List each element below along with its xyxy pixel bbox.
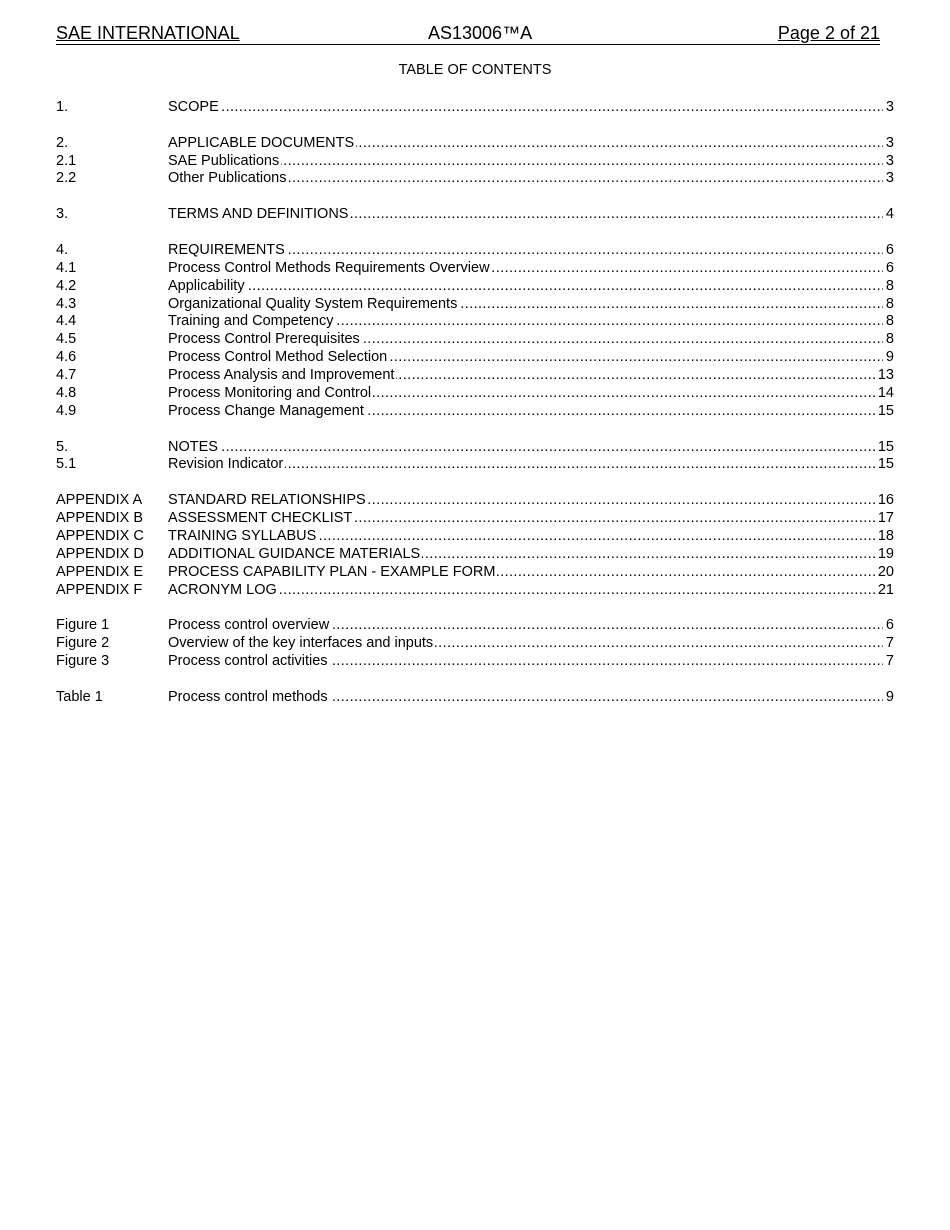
toc-entry-number: APPENDIX D [56, 545, 144, 562]
toc-entry-leader [168, 439, 894, 457]
table-of-contents [56, 99, 894, 724]
toc-entry-number: 4.4 [56, 313, 77, 330]
toc-entry-title[interactable]: Process Control Method Selection [168, 349, 388, 366]
toc-entry-page: 16 [875, 492, 894, 510]
toc-entry-number: APPENDIX F [56, 581, 143, 598]
toc-entry-leader [168, 367, 894, 385]
toc-entry[interactable] [56, 653, 894, 671]
toc-entry[interactable] [56, 617, 894, 635]
toc-entry-number: APPENDIX E [56, 563, 144, 580]
toc-entry-title[interactable]: APPLICABLE DOCUMENTS [168, 134, 355, 151]
toc-entry-leader [168, 206, 894, 224]
toc-entry-title[interactable]: Other Publications [168, 170, 287, 187]
toc-entry-title[interactable]: Process Analysis and Improvement [168, 367, 395, 384]
toc-entry[interactable] [56, 439, 894, 457]
toc-entry-page: 20 [875, 564, 894, 582]
toc-entry-title[interactable]: REQUIREMENTS [168, 241, 285, 258]
toc-group [56, 617, 894, 671]
toc-entry-title[interactable]: Applicability [168, 277, 245, 294]
toc-entry-title[interactable]: Process control methods [168, 688, 328, 705]
toc-entry-number: 4.8 [56, 384, 77, 401]
toc-entry-title[interactable]: Process Monitoring and Control [168, 384, 372, 401]
toc-entry-title[interactable]: Training and Competency [168, 313, 334, 330]
toc-entry-number: APPENDIX B [56, 510, 144, 527]
toc-entry[interactable] [56, 278, 894, 296]
toc-entry[interactable] [56, 367, 894, 385]
toc-entry-leader [168, 635, 894, 653]
toc-entry-number: 4.5 [56, 331, 77, 348]
toc-entry-page: 3 [883, 135, 894, 153]
org-name: SAE INTERNATIONAL [56, 23, 240, 43]
toc-entry-title[interactable]: TRAINING SYLLABUS [168, 527, 317, 544]
toc-entry-number: Figure 2 [56, 635, 110, 652]
toc-entry-number: 4.2 [56, 277, 77, 294]
toc-group [56, 206, 894, 224]
toc-entry[interactable] [56, 135, 894, 153]
toc-entry-leader [168, 278, 894, 296]
toc-entry-leader [168, 653, 894, 671]
toc-entry[interactable] [56, 403, 894, 421]
toc-entry-leader [168, 689, 894, 707]
toc-entry-leader [168, 260, 894, 278]
page-indicator: Page 2 of 21 [777, 23, 880, 43]
toc-entry-page: 4 [883, 206, 894, 224]
toc-entry-leader [168, 564, 894, 582]
toc-entry-title[interactable]: SCOPE [168, 99, 219, 115]
toc-entry-leader [168, 510, 894, 528]
toc-entry-page: 15 [875, 456, 894, 474]
toc-entry[interactable] [56, 635, 894, 653]
toc-heading: TABLE OF CONTENTS [398, 62, 552, 78]
toc-entry-number: 2. [56, 134, 69, 151]
toc-entry-number: APPENDIX A [56, 492, 143, 509]
toc-entry-number: 4.6 [56, 349, 77, 366]
toc-entry-page: 8 [883, 331, 894, 349]
toc-entry-leader [168, 242, 894, 260]
toc-entry-page: 3 [883, 99, 894, 117]
toc-entry-page: 6 [883, 617, 894, 635]
toc-entry-page: 21 [875, 582, 894, 600]
toc-entry-leader [168, 313, 894, 331]
toc-entry[interactable] [56, 153, 894, 171]
toc-entry-page: 7 [883, 635, 894, 653]
toc-entry-leader [168, 492, 894, 510]
toc-entry[interactable] [56, 206, 894, 224]
toc-entry-title[interactable]: STANDARD RELATIONSHIPS [168, 492, 366, 509]
toc-entry-title[interactable]: ASSESSMENT CHECKLIST [168, 510, 353, 527]
toc-entry[interactable] [56, 582, 894, 600]
toc-entry[interactable] [56, 331, 894, 349]
toc-entry-number: Table 1 [56, 688, 103, 705]
toc-entry-page: 8 [883, 296, 894, 314]
toc-entry-title[interactable]: Overview of the key interfaces and inputs [168, 635, 434, 652]
toc-entry-number: 3. [56, 206, 69, 223]
toc-entry[interactable] [56, 313, 894, 331]
toc-entry-leader [168, 528, 894, 546]
toc-entry-number: 4. [56, 241, 69, 258]
toc-entry-title[interactable]: ACRONYM LOG [168, 581, 277, 598]
toc-entry-page: 15 [875, 439, 894, 457]
toc-entry[interactable] [56, 528, 894, 546]
toc-entry-title[interactable]: Process Change Management [168, 402, 364, 419]
toc-entry-number: 5.1 [56, 456, 77, 473]
toc-entry-page: 6 [883, 260, 894, 278]
toc-group [56, 689, 894, 707]
toc-entry-leader [168, 153, 894, 171]
toc-entry-number: 4.1 [56, 259, 77, 276]
toc-entry-number: 5. [56, 438, 69, 455]
toc-entry-number: 4.3 [56, 295, 77, 312]
toc-entry-number: Figure 1 [56, 617, 110, 634]
toc-entry[interactable] [56, 170, 894, 188]
toc-entry-number: 1. [56, 99, 69, 115]
toc-entry-title[interactable]: Process Control Methods Requirements Overview [168, 259, 490, 276]
toc-entry-number: 2.2 [56, 170, 77, 187]
toc-entry[interactable] [56, 242, 894, 260]
toc-entry-page: 18 [875, 528, 894, 546]
toc-entry[interactable] [56, 546, 894, 564]
toc-entry-number: 4.7 [56, 367, 77, 384]
toc-entry[interactable] [56, 492, 894, 510]
toc-entry-number: APPENDIX C [56, 527, 144, 544]
toc-entry[interactable] [56, 385, 894, 403]
toc-entry-number: 4.9 [56, 402, 77, 419]
toc-entry[interactable] [56, 564, 894, 582]
toc-entry-page: 8 [883, 313, 894, 331]
toc-entry-page: 3 [883, 170, 894, 188]
toc-entry-title[interactable]: PROCESS CAPABILITY PLAN - EXAMPLE FORM [168, 563, 496, 580]
toc-entry-page: 9 [883, 689, 894, 707]
toc-entry[interactable] [56, 349, 894, 367]
toc-entry-leader [168, 385, 894, 403]
toc-entry-page: 19 [875, 546, 894, 564]
toc-entry[interactable] [56, 510, 894, 528]
toc-entry-leader [168, 582, 894, 600]
toc-entry[interactable] [56, 296, 894, 314]
toc-entry-title[interactable]: NOTES [168, 438, 218, 455]
toc-entry-page: 9 [883, 349, 894, 367]
toc-group [56, 99, 894, 117]
toc-entry-leader [168, 331, 894, 349]
toc-entry-title[interactable]: Process Control Prerequisites [168, 331, 360, 348]
toc-group [56, 135, 894, 189]
toc-entry-title[interactable]: Process control activities [168, 653, 328, 670]
toc-group [56, 439, 894, 475]
toc-entry-page: 13 [875, 367, 894, 385]
toc-entry-leader [168, 296, 894, 314]
toc-entry[interactable] [56, 689, 894, 707]
toc-entry-leader [168, 135, 894, 153]
toc-entry-title[interactable]: Organizational Quality System Requirements [168, 295, 458, 312]
page-header [56, 22, 880, 45]
toc-entry-number: Figure 3 [56, 653, 110, 670]
toc-entry-leader [168, 403, 894, 421]
toc-entry-title[interactable]: ADDITIONAL GUIDANCE MATERIALS [168, 545, 421, 562]
toc-entry-page: 3 [883, 153, 894, 171]
toc-entry-leader [168, 99, 894, 117]
document-id: AS13006™A [428, 23, 533, 43]
toc-entry-page: 15 [875, 403, 894, 421]
toc-entry-page: 8 [883, 278, 894, 296]
toc-entry-title[interactable]: SAE Publications [168, 152, 280, 169]
toc-entry-leader [168, 617, 894, 635]
toc-entry-title[interactable]: Revision Indicator [168, 456, 284, 473]
toc-entry[interactable] [56, 99, 894, 117]
toc-entry-page: 17 [875, 510, 894, 528]
toc-entry-number: 2.1 [56, 152, 77, 169]
toc-group [56, 492, 894, 599]
toc-entry-page: 14 [875, 385, 894, 403]
toc-entry[interactable] [56, 260, 894, 278]
toc-entry-page: 6 [883, 242, 894, 260]
toc-group [56, 242, 894, 421]
toc-entry-title[interactable]: TERMS AND DEFINITIONS [168, 206, 349, 223]
toc-entry-page: 7 [883, 653, 894, 671]
toc-entry-leader [168, 170, 894, 188]
toc-entry-leader [168, 456, 894, 474]
toc-entry[interactable] [56, 456, 894, 474]
toc-entry-leader [168, 349, 894, 367]
toc-entry-leader [168, 546, 894, 564]
toc-entry-title[interactable]: Process control overview [168, 617, 330, 634]
